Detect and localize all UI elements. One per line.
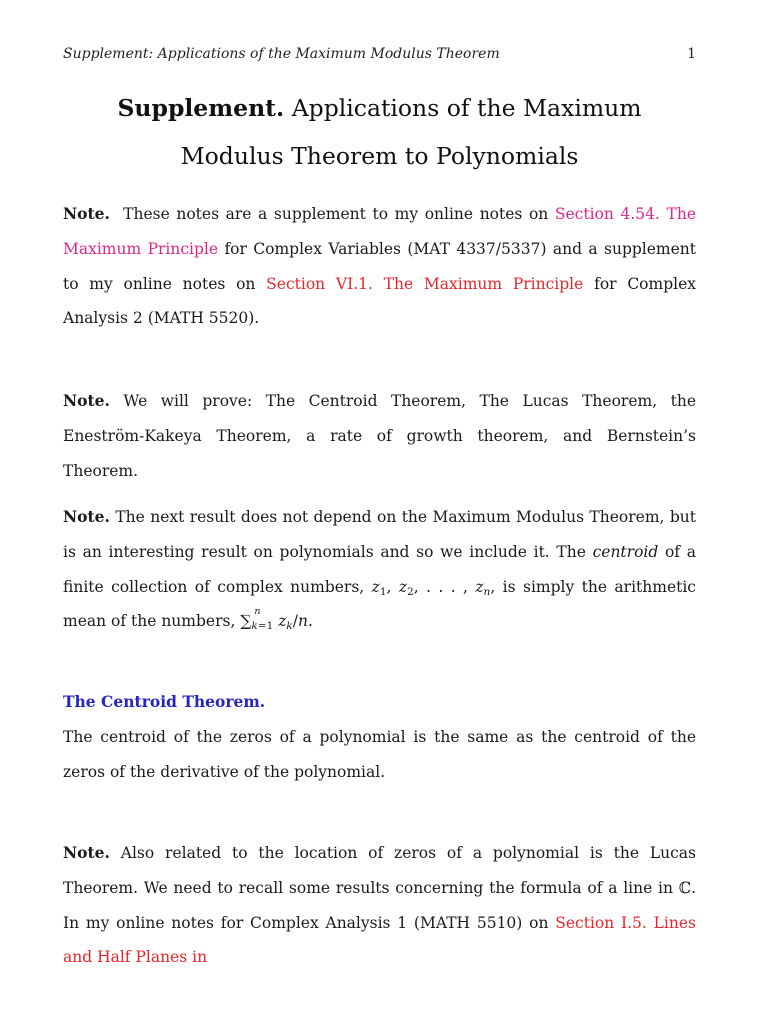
note-text: We will prove: The Centroid Theorem, The Lucas Theorem, the Eneström-Kakeya Theorem, a rate of growth theorem, and Bernstein’s Theorem. (63, 392, 696, 480)
title-rest: Applications of the Maximum Modulus Theorem to Polynomials (180, 94, 642, 170)
note-label: Note. (63, 507, 110, 526)
math-z-list: $z_1$, $z_2$, . . . , $z_n$, (371, 577, 496, 598)
centroid-term: centroid (592, 542, 659, 561)
theorem-heading: The Centroid Theorem. (63, 692, 266, 711)
link-section-i-5[interactable]: Section I.5. Lines and Half Planes in (63, 913, 696, 967)
note-text: for Complex Variables (MAT 4337/5337) and a supplement to my online notes on (63, 239, 697, 293)
note-paragraph-3 (63, 500, 696, 639)
title-bold: Supplement. (117, 94, 285, 122)
note-label: Note. (63, 843, 110, 862)
note-text: of a finite collection of complex numbers, (63, 542, 696, 596)
note-label: Note. (63, 391, 110, 410)
note-text: Also related to the location of zeros of a polynomial is the Lucas Theorem. We need to recall some results concerning the formula of a line in ℂ. In my online notes for Complex Analysis 1 (MATH 5510) on (63, 844, 696, 932)
document-title (63, 84, 696, 180)
note-text: for Complex Analysis 2 (MATH 5520). (63, 274, 697, 328)
link-section-vi-1[interactable]: Section VI.1. The Maximum Principle (266, 274, 584, 293)
math-sum: ∑ n $_{k=1}$ $z_k/n$. (240, 606, 313, 633)
note-paragraph-2 (63, 384, 696, 488)
centroid-theorem (63, 685, 696, 789)
page-number: 1 (687, 46, 696, 62)
note-text: The next result does not depend on the Maximum Modulus Theorem, but is an interesting result on polynomials and so we include it. The (63, 508, 696, 561)
theorem-statement: The centroid of the zeros of a polynomial is the same as the centroid of the zeros of the derivative of the polynomial. (63, 727, 696, 781)
running-header (63, 46, 696, 62)
note-paragraph-1 (63, 197, 696, 336)
note-text: is simply the arithmetic mean of the numbers, (63, 577, 696, 631)
link-section-4-54[interactable]: Section 4.54. The Maximum Principle (63, 205, 696, 258)
note-text: These notes are a supplement to my online notes on (123, 205, 549, 223)
note-label: Note. (63, 204, 110, 223)
note-paragraph-4 (63, 836, 696, 975)
running-title: Supplement: Applications of the Maximum Modulus Theorem (63, 46, 500, 62)
